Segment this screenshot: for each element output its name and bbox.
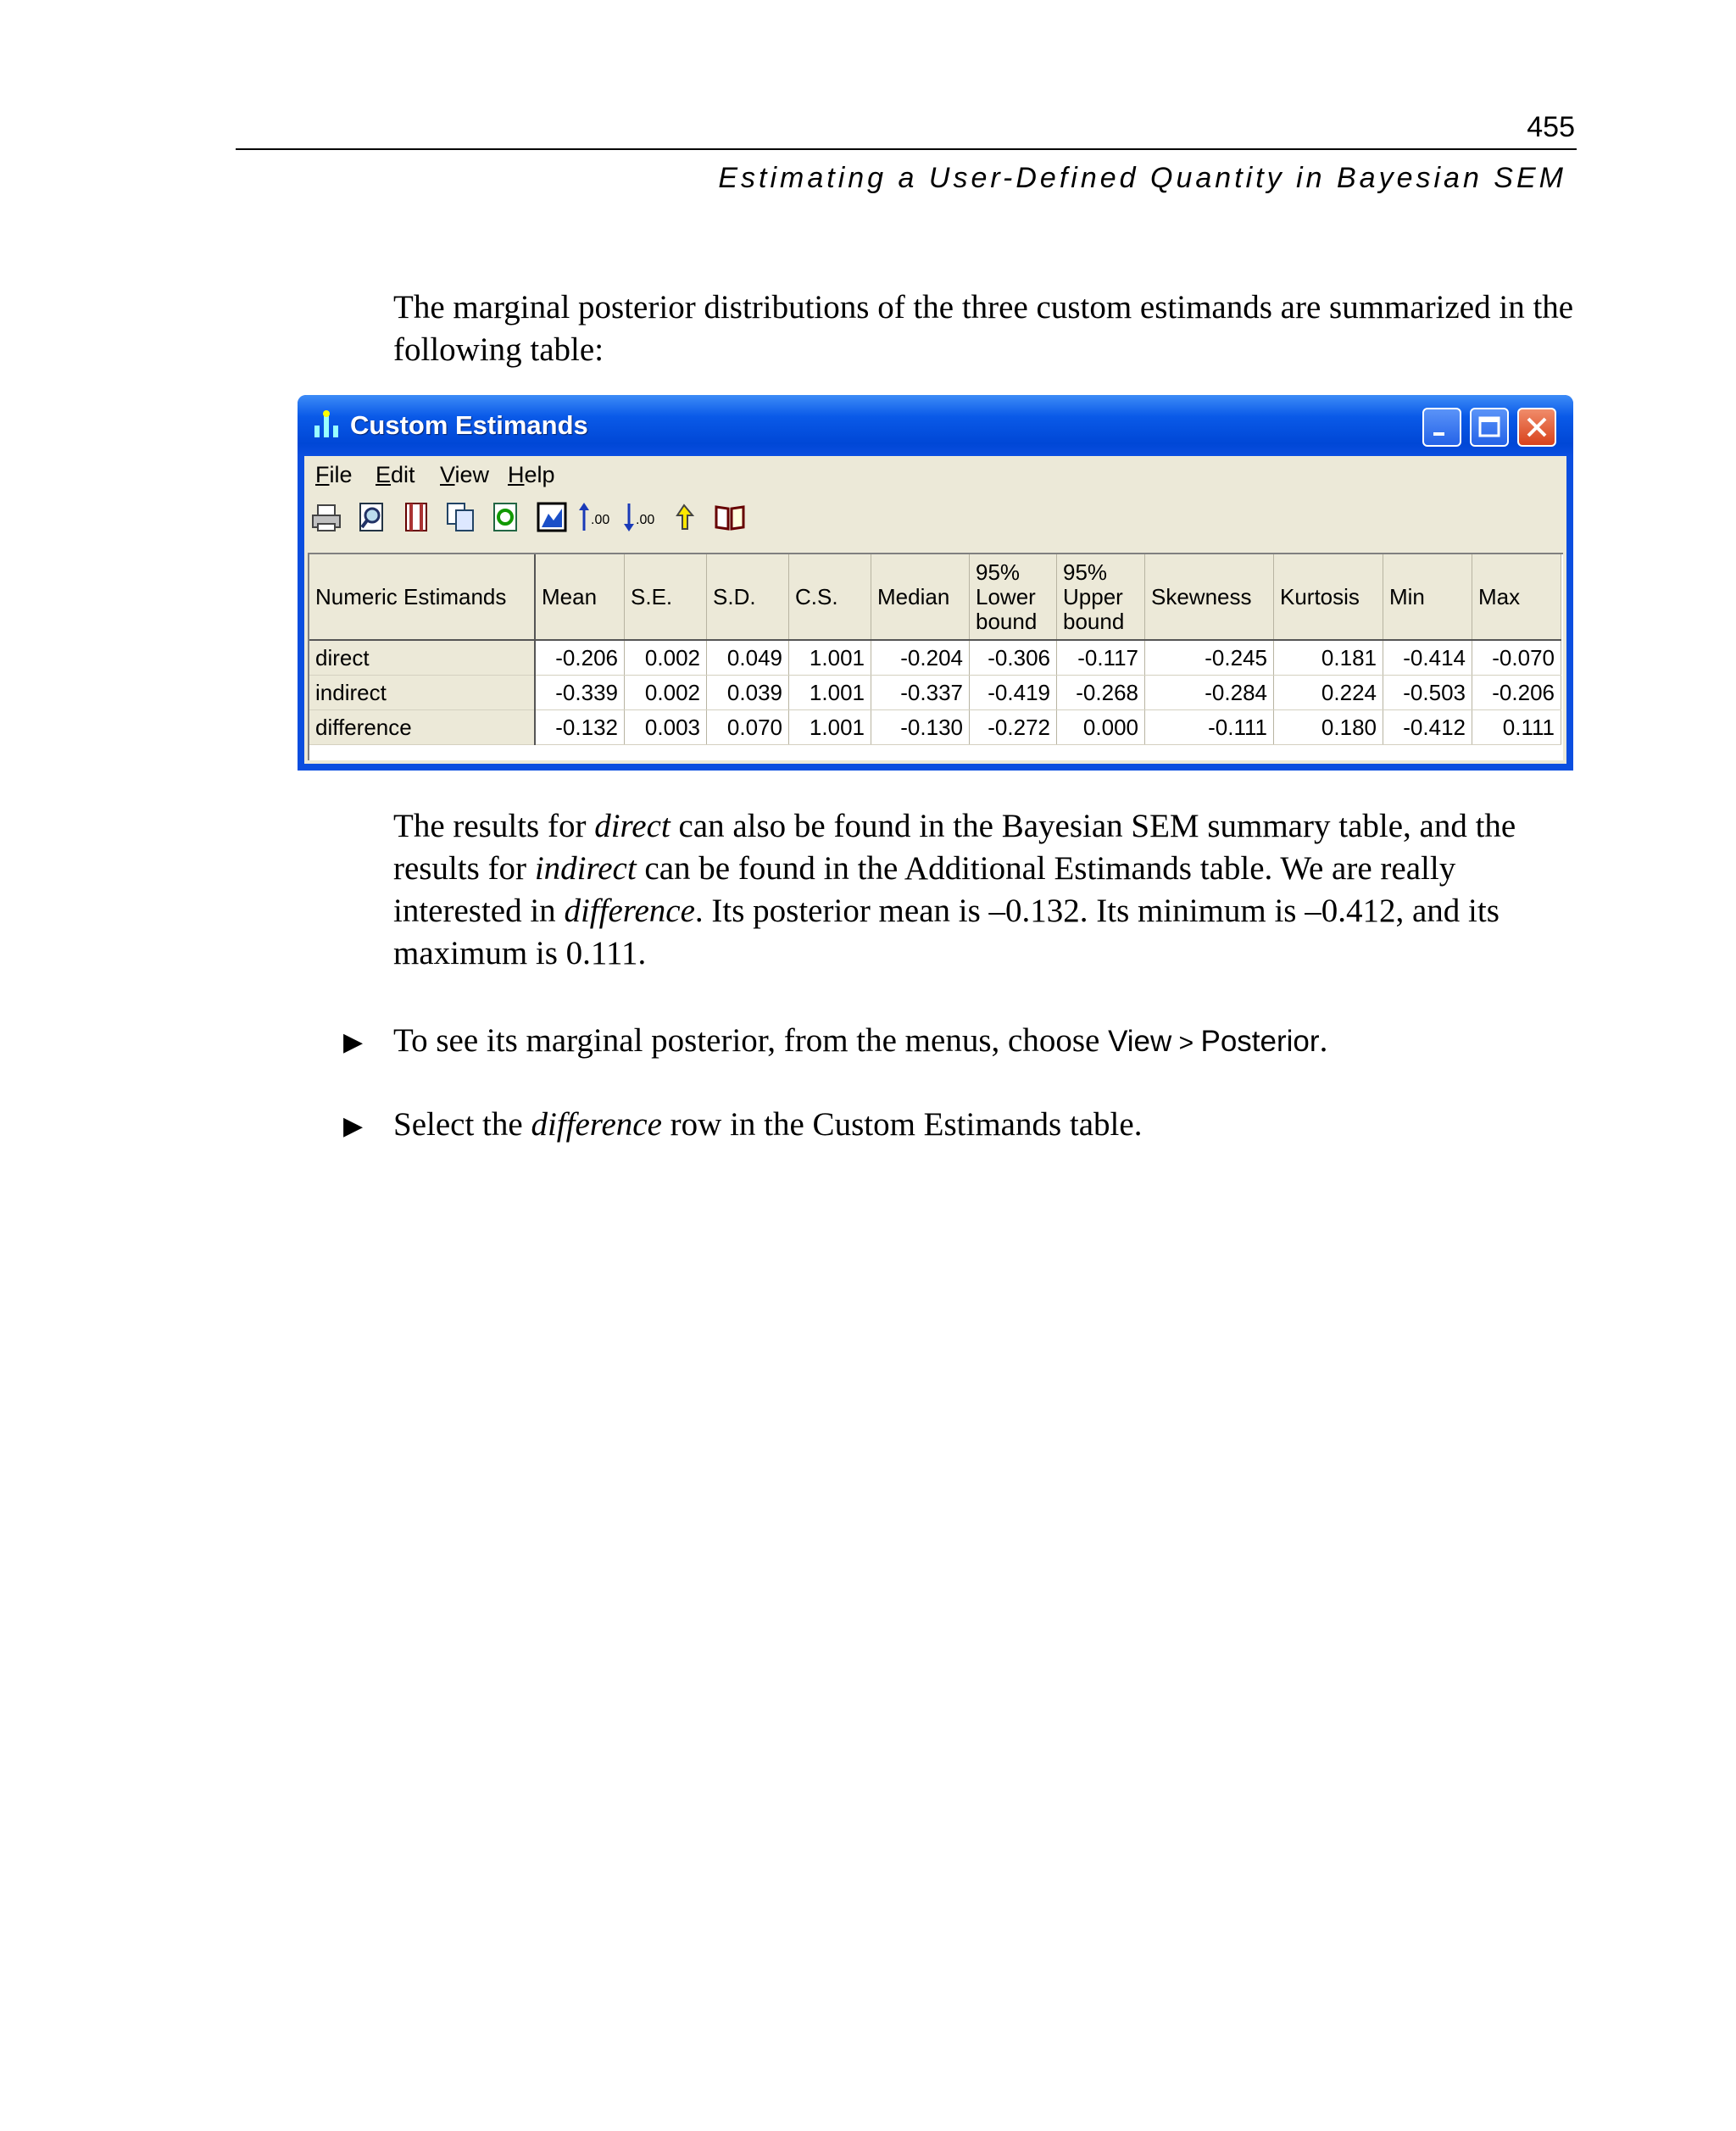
- row-label[interactable]: direct: [309, 640, 535, 676]
- cell-lower-bound: -0.306: [970, 640, 1057, 676]
- estimands-table: [309, 554, 1561, 745]
- cell-kurtosis: 0.181: [1274, 640, 1383, 676]
- cell-skewness: -0.111: [1145, 710, 1274, 745]
- cell-median: -0.204: [871, 640, 970, 676]
- table-row[interactable]: [309, 710, 1561, 745]
- cell-se: 0.002: [625, 640, 707, 676]
- table-row[interactable]: [309, 676, 1561, 710]
- maximize-button[interactable]: [1470, 408, 1509, 447]
- cell-max: -0.206: [1472, 676, 1561, 710]
- amos-app-icon: [309, 409, 343, 442]
- row-label[interactable]: indirect: [309, 676, 535, 710]
- menu-help[interactable]: Help: [508, 462, 555, 487]
- cell-lower-bound: -0.419: [970, 676, 1057, 710]
- cell-se: 0.002: [625, 676, 707, 710]
- step-view-posterior: [393, 1020, 1580, 1065]
- cell-min: -0.503: [1383, 676, 1472, 710]
- cell-min: -0.412: [1383, 710, 1472, 745]
- close-icon: [1519, 409, 1555, 445]
- estimands-grid: [308, 553, 1563, 760]
- term-direct: direct: [594, 808, 670, 844]
- copy-icon[interactable]: [442, 500, 480, 534]
- menu-view[interactable]: View: [440, 462, 490, 487]
- minimize-icon: [1424, 409, 1460, 445]
- text-run: can be found in the Additional Estimands table. We are really interested in: [393, 850, 1456, 929]
- intro-paragraph: The marginal posterior distributions of the three custom estimands are summarized in the following table:: [393, 289, 1574, 368]
- cell-cs: 1.001: [789, 710, 871, 745]
- menu-bar: [304, 456, 1566, 492]
- page-number: 455: [1527, 111, 1575, 143]
- cell-kurtosis: 0.224: [1274, 676, 1383, 710]
- step-select-difference: [393, 1104, 1580, 1146]
- column-header-cs[interactable]: C.S.: [789, 554, 871, 640]
- increase-decimals-icon[interactable]: [577, 500, 616, 534]
- column-header-upper-bound[interactable]: 95% Upper bound: [1057, 554, 1145, 640]
- cell-upper-bound: 0.000: [1057, 710, 1145, 745]
- cell-mean: -0.132: [535, 710, 625, 745]
- column-header-skewness[interactable]: Skewness: [1145, 554, 1274, 640]
- text-run: The results for: [393, 808, 595, 844]
- cell-skewness: -0.284: [1145, 676, 1274, 710]
- column-header-kurtosis[interactable]: Kurtosis: [1274, 554, 1383, 640]
- window-title: Custom Estimands: [350, 410, 588, 440]
- column-header-se[interactable]: S.E.: [625, 554, 707, 640]
- page-setup-icon[interactable]: [398, 500, 435, 534]
- book-icon[interactable]: [711, 500, 748, 534]
- running-title: Estimating a User-Defined Quantity in Bayesian SEM: [718, 162, 1566, 194]
- cell-mean: -0.339: [535, 676, 625, 710]
- menu-ref-posterior: Posterior: [1200, 1025, 1320, 1058]
- cell-sd: 0.070: [707, 710, 789, 745]
- step-bullet-icon: ▶: [343, 1028, 364, 1056]
- window-client: [304, 456, 1566, 764]
- maximize-icon: [1472, 409, 1507, 445]
- menu-file[interactable]: File: [315, 462, 353, 487]
- text-run: can also be found in the Bayesian SEM summary table, and the results for: [393, 808, 1516, 887]
- svg-text:.00: .00: [636, 513, 655, 527]
- text-run: . Its posterior mean is –0.132. Its minimum is –0.412, and its maximum is 0.111.: [393, 893, 1500, 971]
- text-run: row in the Custom Estimands table.: [661, 1106, 1143, 1143]
- text-run: .: [1319, 1022, 1328, 1059]
- results-paragraph: [393, 805, 1580, 975]
- text-run: Select the: [393, 1106, 531, 1143]
- cell-se: 0.003: [625, 710, 707, 745]
- column-header-median[interactable]: Median: [871, 554, 970, 640]
- row-label[interactable]: difference: [309, 710, 535, 745]
- cell-max: 0.111: [1472, 710, 1561, 745]
- cell-sd: 0.049: [707, 640, 789, 676]
- term-difference: difference: [564, 893, 695, 929]
- title-bar[interactable]: [298, 395, 1573, 456]
- table-header-row: [309, 554, 1561, 640]
- cell-cs: 1.001: [789, 676, 871, 710]
- refresh-icon[interactable]: [487, 500, 525, 534]
- cell-median: -0.130: [871, 710, 970, 745]
- column-header-lower-bound[interactable]: 95% Lower bound: [970, 554, 1057, 640]
- column-header-mean[interactable]: Mean: [535, 554, 625, 640]
- cell-upper-bound: -0.117: [1057, 640, 1145, 676]
- custom-estimands-window: [298, 395, 1573, 771]
- cell-upper-bound: -0.268: [1057, 676, 1145, 710]
- term-difference: difference: [531, 1106, 662, 1143]
- svg-text:.00: .00: [591, 513, 610, 527]
- cell-mean: -0.206: [535, 640, 625, 676]
- decrease-decimals-icon[interactable]: [622, 500, 661, 534]
- menu-separator: >: [1171, 1029, 1201, 1057]
- menu-edit[interactable]: Edit: [376, 462, 415, 487]
- cell-skewness: -0.245: [1145, 640, 1274, 676]
- cell-sd: 0.039: [707, 676, 789, 710]
- cell-min: -0.414: [1383, 640, 1472, 676]
- minimize-button[interactable]: [1422, 408, 1461, 447]
- close-button[interactable]: [1517, 408, 1556, 447]
- chart-icon[interactable]: [533, 500, 570, 534]
- column-header-max[interactable]: Max: [1472, 554, 1561, 640]
- text-run: To see its marginal posterior, from the menus, choose: [393, 1022, 1109, 1059]
- print-preview-icon[interactable]: [353, 500, 391, 534]
- cell-kurtosis: 0.180: [1274, 710, 1383, 745]
- column-header-numeric-estimands[interactable]: Numeric Estimands: [309, 554, 535, 640]
- toolbar: [304, 493, 1566, 539]
- cell-max: -0.070: [1472, 640, 1561, 676]
- cell-median: -0.337: [871, 676, 970, 710]
- header-rule: [236, 148, 1577, 150]
- print-icon[interactable]: [308, 500, 345, 534]
- cell-cs: 1.001: [789, 640, 871, 676]
- cell-lower-bound: -0.272: [970, 710, 1057, 745]
- column-header-min[interactable]: Min: [1383, 554, 1472, 640]
- column-header-sd[interactable]: S.D.: [707, 554, 789, 640]
- step-bullet-icon: ▶: [343, 1112, 364, 1140]
- term-indirect: indirect: [534, 850, 637, 887]
- table-row[interactable]: [309, 640, 1561, 676]
- menu-ref-view: View: [1108, 1025, 1172, 1058]
- help-pointer-icon[interactable]: [669, 500, 706, 534]
